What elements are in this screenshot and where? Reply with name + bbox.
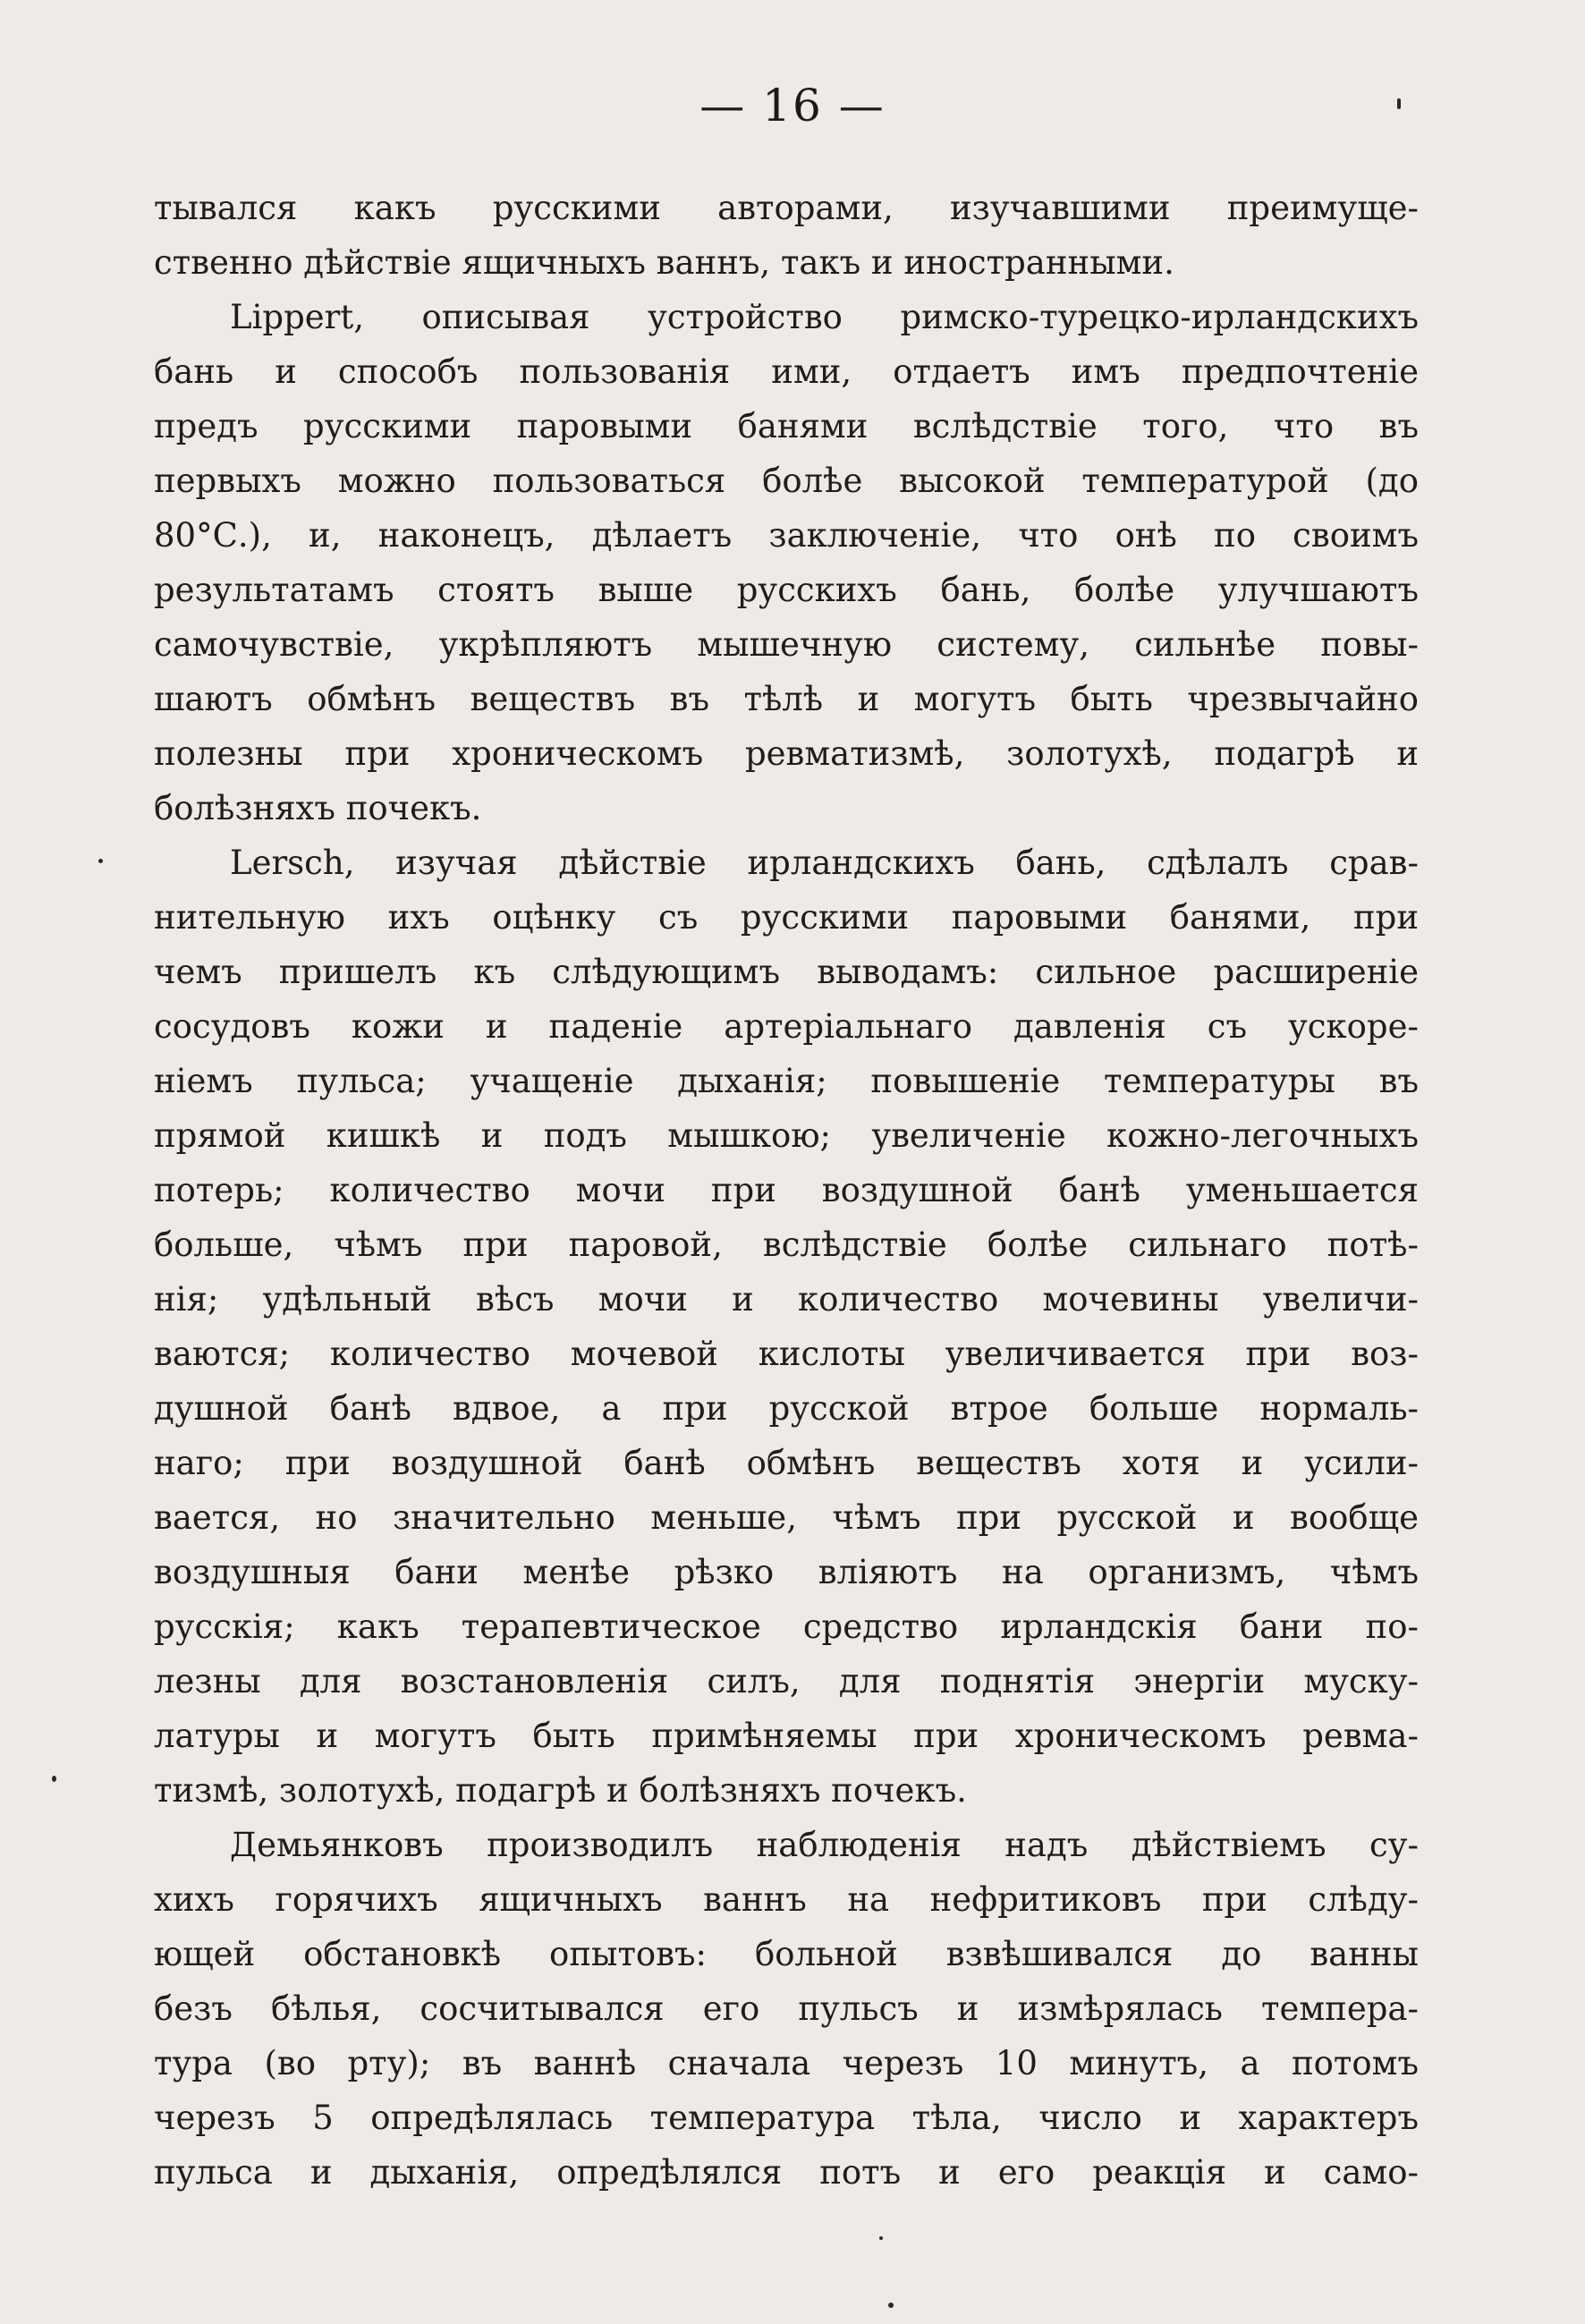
text-line: душной банѣ вдвое, а при русской втрое больше нормаль- bbox=[154, 1389, 1419, 1428]
text-line: пульса и дыханія, опредѣлялся потъ и его реакція и само- bbox=[154, 2153, 1419, 2192]
text-line: черезъ 5 опредѣлялась температура тѣла, число и характеръ bbox=[154, 2099, 1419, 2137]
text-line: ніемъ пульса; учащеніе дыханія; повышеніе температуры въ bbox=[154, 1062, 1419, 1100]
text-line: чемъ пришелъ къ слѣдующимъ выводамъ: сильное расширеніе bbox=[154, 953, 1419, 991]
text-line: полезны при хроническомъ ревматизмѣ, золотухѣ, подагрѣ и bbox=[154, 734, 1419, 773]
paragraph bbox=[154, 290, 1419, 835]
text-line: Демьянковъ производилъ наблюденія надъ дѣйствіемъ су- bbox=[230, 1826, 1419, 1864]
ink-speck bbox=[52, 1776, 56, 1782]
text-line: воздушныя бани менѣе рѣзко вліяютъ на организмъ, чѣмъ bbox=[154, 1553, 1419, 1591]
text-line: Lersch, изучая дѣйствіе ирландскихъ бань, сдѣлалъ срав- bbox=[230, 844, 1419, 882]
ink-speck bbox=[879, 2236, 883, 2240]
paragraph bbox=[154, 181, 1419, 290]
ink-speck bbox=[888, 2303, 894, 2308]
text-line: нительную ихъ оцѣнку съ русскими паровыми банями, при bbox=[154, 898, 1419, 937]
body-text bbox=[154, 181, 1419, 2200]
text-line: потерь; количество мочи при воздушной банѣ уменьшается bbox=[154, 1171, 1419, 1209]
text-line: ственно дѣйствіе ящичныхъ ваннъ, такъ и иностранными. bbox=[154, 243, 1174, 282]
text-line: нія; удѣльный вѣсъ мочи и количество мочевины увеличи- bbox=[154, 1280, 1419, 1319]
page-number: — 16 — bbox=[699, 80, 886, 131]
text-line: вается, но значительно меньше, чѣмъ при русской и вообще bbox=[154, 1498, 1419, 1537]
text-line: латуры и могутъ быть примѣняемы при хроническомъ ревма- bbox=[154, 1717, 1419, 1755]
text-line: болѣзняхъ почекъ. bbox=[154, 789, 482, 827]
text-line: тывался какъ русскими авторами, изучавшими преимуще- bbox=[154, 189, 1419, 227]
text-line: Lippert, описывая устройство римско-турецко-ирландскихъ bbox=[230, 298, 1419, 336]
text-line: результатамъ стоятъ выше русскихъ бань, болѣе улучшаютъ bbox=[154, 571, 1419, 609]
ink-speck bbox=[98, 859, 103, 863]
text-line: хихъ горячихъ ящичныхъ ваннъ на нефритиковъ при слѣду- bbox=[154, 1880, 1419, 1919]
text-line: ющей обстановкѣ опытовъ: больной взвѣшивался до ванны bbox=[154, 1935, 1419, 1973]
text-line: тизмѣ, золотухѣ, подагрѣ и болѣзняхъ почекъ. bbox=[154, 1771, 967, 1810]
text-line: русскія; какъ терапевтическое средство ирландскія бани по- bbox=[154, 1607, 1419, 1646]
text-line: самочувствіе, укрѣпляютъ мышечную систему, сильнѣе повы- bbox=[154, 625, 1419, 664]
text-line: бань и способъ пользованія ими, отдаетъ имъ предпочтеніе bbox=[154, 352, 1419, 391]
text-line: безъ бѣлья, сосчитывался его пульсъ и измѣрялась темпера- bbox=[154, 1989, 1419, 2028]
text-line: предъ русскими паровыми банями вслѣдствіе того, что въ bbox=[154, 407, 1419, 445]
text-line: лезны для возстановленія силъ, для поднятія энергіи муску- bbox=[154, 1662, 1419, 1701]
text-line: сосудовъ кожи и паденіе артеріальнаго давленія съ ускоре- bbox=[154, 1007, 1419, 1046]
text-line: 80°С.), и, наконецъ, дѣлаетъ заключеніе, что онѣ по своимъ bbox=[154, 516, 1419, 555]
text-line: наго; при воздушной банѣ обмѣнъ веществъ хотя и усили- bbox=[154, 1444, 1419, 1482]
text-line: прямой кишкѣ и подъ мышкою; увеличеніе кожно-легочныхъ bbox=[154, 1116, 1419, 1155]
paragraph bbox=[154, 1818, 1419, 2200]
text-line: первыхъ можно пользоваться болѣе высокой температурой (до bbox=[154, 462, 1419, 500]
paragraph bbox=[154, 835, 1419, 1818]
text-line: шаютъ обмѣнъ веществъ въ тѣлѣ и могутъ быть чрезвычайно bbox=[154, 680, 1419, 718]
text-line: больше, чѣмъ при паровой, вслѣдствіе болѣе сильнаго потѣ- bbox=[154, 1226, 1419, 1264]
text-line: тура (во рту); въ ваннѣ сначала черезъ 10 минутъ, а потомъ bbox=[154, 2044, 1419, 2082]
text-line: ваются; количество мочевой кислоты увеличивается при воз- bbox=[154, 1335, 1419, 1373]
